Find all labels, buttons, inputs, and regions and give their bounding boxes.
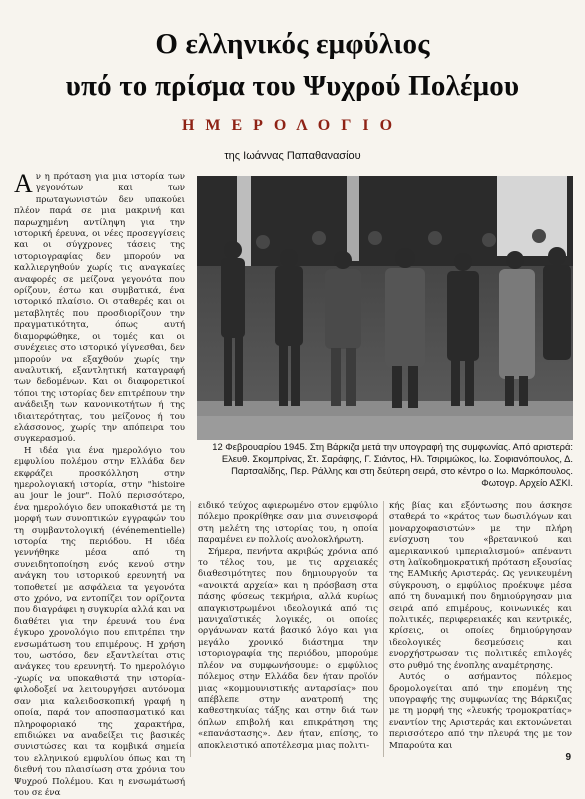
section-heading: ΗΜΕΡΟΛΟΓΙΟ [181, 117, 404, 134]
paragraph [14, 169, 185, 446]
drop-cap: Α [14, 169, 33, 198]
caption-line: Παρτσαλίδης, Περ. Ράλλης και στη δεύτερη σειρά, στο κέντρο ο Ιω. Μαρκόπουλος. [231, 465, 573, 476]
caption-line: Ελευθ. Σκομπρίνας, Στ. Σαράφης, Γ. Σιάντος, Ηλ. Τσιριμώκος, Ιω. Σοφιανόπουλος, Δ. [221, 453, 573, 464]
paragraph: κής βίας και εξόντωσης που άσκησε σταθερά το «κράτος των δωσιλόγων και μοναρχοφασιστών» με την πλήρη ενίσχυση του «βρετανικού και αμερικανικού ιμπεριαλισμού» απέναντι στη λαϊκοδημοκρατική πρόταση εξουσίας της ΕΑΜικής Αριστεράς. Ως γενικευμένη σύγκρουση, ο εμφύλιος προέκυψε μέσα από τη δυναμική που δημιούργησαν μια σειρά από επιμέρους, κοινωνικές και πολιτικές, περιφερειακές και κεντρικές, κρίσεις, οι οποίες δημιούργησαν ιδεολογικές δεσμεύσεις και ενορχήστρωσαν τις πολιτικές επιλογές στο ρυθμό της ένοπλης αναμέτρησης. [389, 501, 572, 671]
text-column-right [389, 501, 572, 756]
caption-line: 12 Φεβρουαρίου 1945. Στη Βάρκιζα μετά την υπογραφή της συμφωνίας. Από αριστερά: [212, 441, 573, 452]
page-number: 9 [565, 752, 571, 763]
photo-illustration [197, 176, 573, 440]
column-divider [383, 501, 384, 757]
photo-caption [197, 441, 573, 489]
historical-photo [197, 176, 573, 440]
text-column-middle [198, 501, 378, 756]
paragraph: Σήμερα, πενήντα ακριβώς χρόνια από το τέλος του, με τις αρχειακές διαθεσιμότητες που δημιουργούν τα «ανοικτά αρχεία» και η πρόσβαση στα πάσης φύσεως τεκμήρια, αλλά κυρίως απαγκιστρωμένοι ιδεολογικά από τις μανιχαϊστικές λογικές, οι οποίες οργάνωναν κατά βασικό λόγο και για μεγάλο χρονικό διάστημα την ιστοριογραφία της περιόδου, μπορούμε πλέον να συμφωνήσουμε: ο εμφύλιος πόλεμος στην Ελλάδα δεν ήταν προϊόν μιας «κομμουνιστικής ανταρσίας» που απέβλεπε στην ανατροπή της καθεστηκυίας τάξης και στην διά των όπλων επιβολή και επικράτηση της «επανάστασης». Δεν ήταν, επίσης, το αποκλειστικό αποτέλεσμα μιας πολιτι- [198, 546, 378, 751]
author-byline: της Ιωάννας Παπαθανασίου [224, 150, 361, 162]
caption-credit: Φωτογρ. Αρχείο ΑΣΚΙ. [481, 477, 573, 488]
article-title-line2: υπό το πρίσμα του Ψυχρού Πολέμου [65, 70, 520, 102]
text-column-left [14, 169, 185, 798]
column-divider [190, 501, 191, 757]
article-title-line1: Ο ελληνικός εμφύλιος [155, 28, 430, 60]
paragraph: Η ιδέα για ένα ημερολόγιο του εμφυλίου πολέμου στην Ελλάδα δεν εκφράζει προσκόλληση στην ημερολογιακή ιστορία, στην "histoire au jour le jour". Πολύ περισσότερο, ένα ημερολόγιο δεν υποκαθιστά με τη μορφή των συνοπτικών εγγραφών του τη συμβαντολογική (événementielle) ιστορία της περιόδου. Η ιδέα γεννήθηκε μέσα από τη συνειδητοποίηση ενός κενού στην ανάγκη του ιστορικού ερευνητή να τοποθετεί με ασφάλεια τα γεγονότα στο χρόνο, να εντοπίζει τον ορίζοντα που διαγράφει η συγκυρία αλλά και να διαθέτει για την έρευνά του ένα έγκυρο χρονολόγιο που επιτρέπει την ενσωμάτωση του επιμέρους. Η χρήση του, ωστόσο, δεν εξαντλείται στις ανάγκες του ερευνητή. Το ημερολόγιο -χωρίς να υποκαθιστά την ιστορία- φιλοδοξεί να λειτουργήσει αυτόνομα σαν μια καλειδοσκοπική γραφή η οποία, παρά τον αποσπασματικό και πληροφοριακό της χαρακτήρα, επιδιώκει να αναδείξει τις βασικές συνιστώσες και τα κομβικά σημεία του ελληνικού εμφυλίου όπως και τη διεθνή του πλαισίωση στα χρόνια του Ψυχρού Πολέμου. Και η ενσωμάτωσή του σε ένα [14, 445, 185, 798]
paragraph-text: ν η πρόταση για μια ιστορία των γεγονότων και των πρωταγωνιστών δεν υπακούει πλέον παρά σε μια μακρινή και παρωχημένη αντίληψη για την ιστορική έρευνα, οι νέες προσεγγίσεις και οι σύγχρονες τάσεις της ιστοριογραφίας δεν μπορούν να καλλιεργηθούν χωρίς τις αναγκαίες αναφορές σε μείζονα γεγονότα που ορίζουν, έστω και συμβατικά, ένα ιστορικό πλαίσιο. Οι σταθερές και οι μεταβλητές που προσδιορίζουν την πραγματικότητα, όπως αυτή διαμορφώθηκε, οι τομές και οι συνέχειες στο ιστορικό γίγνεσθαι, δεν μπορούν να εξαχθούν χωρίς την αναλυτική, εξαντλητική καταγραφή των δεδομένων. Και οι διαφορετικοί τόποι της ιστορίας δεν επιτρέπουν την ανάδειξη των κανονικοτήτων ή της ιδιαιτερότητας, του μείζονος ή του ελάσσονος, χωρίς την απόπειρα του συγκερασμού. [14, 172, 185, 445]
paragraph: ειδικό τεύχος αφιερωμένο στον εμφύλιο πόλεμο προκρίθηκε σαν μια συνεισφορά στη μελέτη της ιστορίας του, η οποία παραμένει εν πολλοίς ανολοκλήρωτη. [198, 501, 378, 546]
paragraph: Αυτός ο ασήμαντος πόλεμος δρομολογείται από την επομένη της υπογραφής της συμφωνίας της Βάρκιζας με τη μορφή της «λευκής τρομοκρατίας» εναντίον της Αριστεράς και εκτονώνεται περισσότερο από την πλευρά της με τον Μπαρούτα και [389, 672, 572, 751]
